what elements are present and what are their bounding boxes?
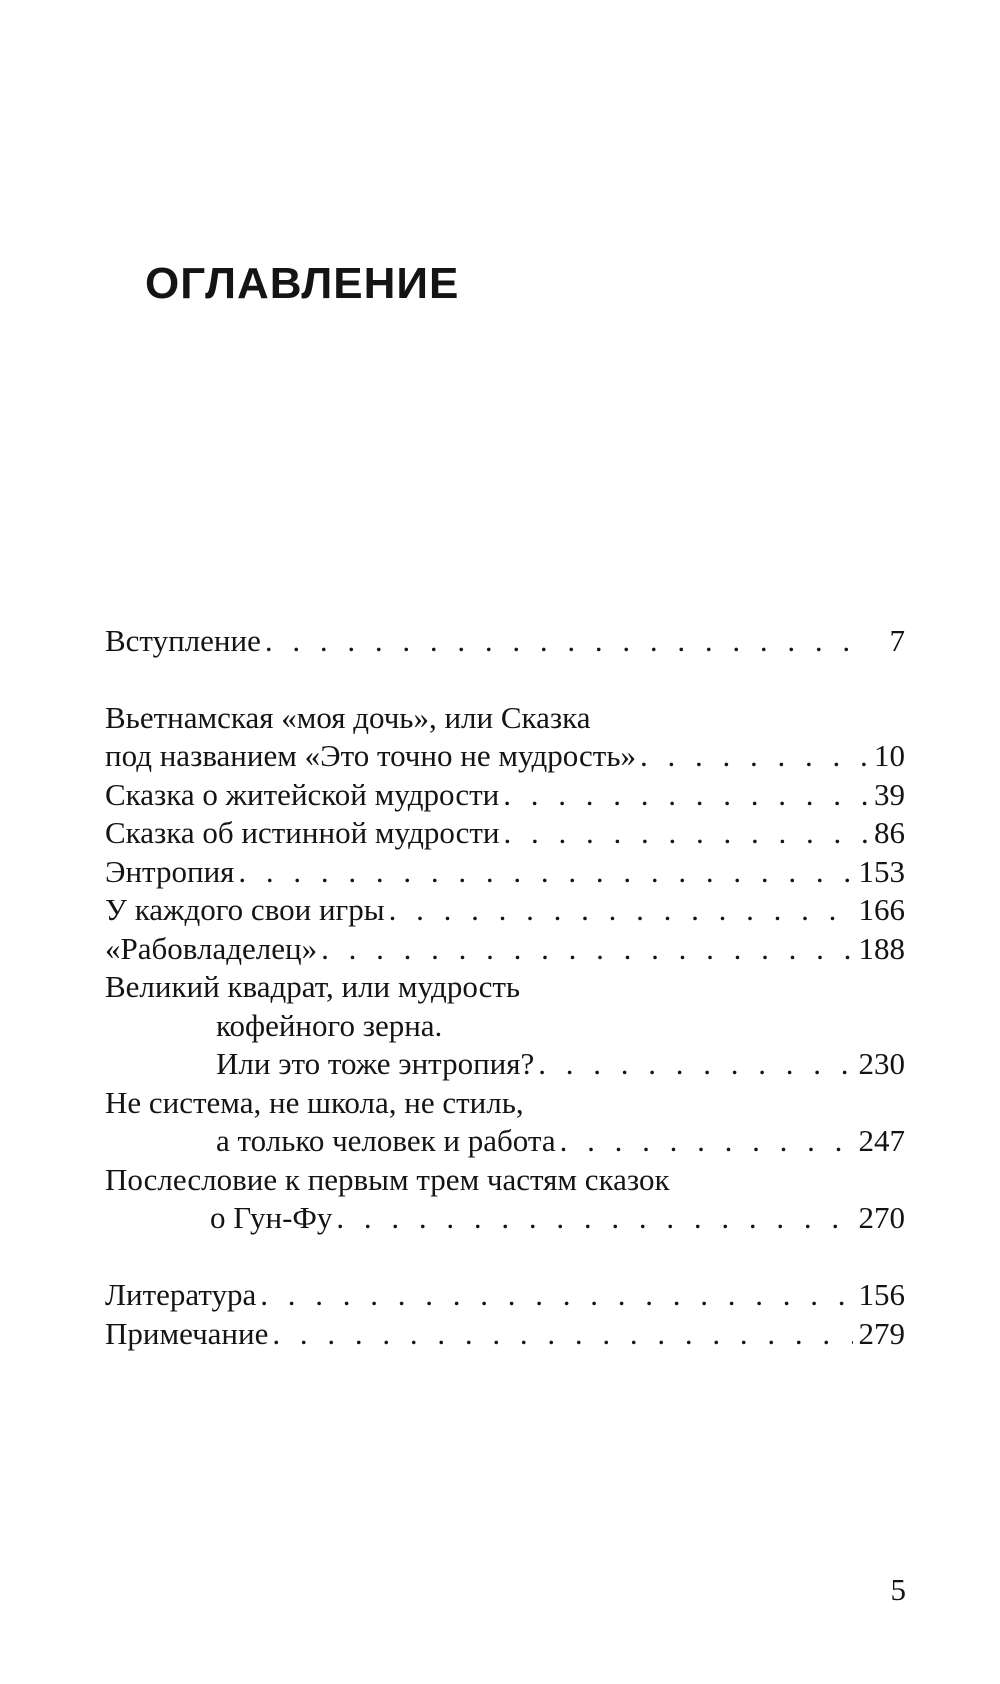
- leader-dots: [238, 851, 852, 893]
- toc-entry-title: Не система, не школа, не стиль,: [105, 1085, 524, 1120]
- toc-entry[interactable]: [105, 812, 905, 854]
- toc-entry-page: 7: [889, 623, 905, 658]
- leader-dots: [321, 928, 852, 970]
- leader-dots: [640, 735, 868, 777]
- toc-entry-page: 279: [858, 1316, 905, 1351]
- toc-entry[interactable]: [105, 620, 905, 662]
- toc-entry-page: 270: [858, 1200, 905, 1235]
- toc-entry[interactable]: [105, 1274, 905, 1316]
- toc-entry-title: Послесловие к первым трем частям сказок: [105, 1162, 670, 1197]
- toc-entry-page: 230: [858, 1046, 905, 1081]
- toc-entry[interactable]: [105, 774, 905, 816]
- toc-entry-title: Или это тоже энтропия?: [216, 1046, 535, 1081]
- leader-dots: [265, 620, 869, 662]
- toc-entry[interactable]: [105, 851, 905, 893]
- toc-entry-title-line[interactable]: [105, 966, 905, 1008]
- leader-dots: [504, 812, 868, 854]
- toc-entry[interactable]: [105, 735, 905, 777]
- toc-entry-title-line[interactable]: [105, 1082, 905, 1124]
- toc-entry[interactable]: [105, 928, 905, 970]
- toc-entry-title: Великий квадрат, или мудрость: [105, 969, 521, 1004]
- page-title: ОГЛАВЛЕНИЕ: [145, 259, 460, 308]
- toc-entry-page: 156: [858, 1277, 905, 1312]
- toc-entry-title: Сказка об истинной мудрости: [105, 815, 500, 850]
- toc-entry-page: 166: [858, 892, 905, 927]
- leader-dots: [560, 1120, 853, 1162]
- toc-entry-page: 39: [874, 777, 905, 812]
- toc-entry[interactable]: [210, 1197, 905, 1239]
- toc-entry-title-line[interactable]: [105, 697, 905, 739]
- toc-entry-title: «Рабовладелец»: [105, 931, 318, 966]
- toc-entry-title: Энтропия: [105, 854, 235, 889]
- page-number: 5: [890, 1572, 906, 1607]
- toc-entry-title: Вьетнамская «моя дочь», или Сказка: [105, 700, 591, 735]
- toc-entry-title: У каждого свои игры: [105, 892, 385, 927]
- toc-entry-title: Вступление: [105, 623, 261, 658]
- toc-entry[interactable]: [216, 1043, 905, 1085]
- toc-entry-title-line[interactable]: [216, 1005, 905, 1047]
- leader-dots: [336, 1197, 852, 1239]
- toc-entry-page: 10: [874, 738, 905, 773]
- toc-entry-title: Примечание: [105, 1316, 269, 1351]
- toc-entry-title: кофейного зерна.: [216, 1008, 443, 1043]
- toc-entry-title: а только человек и работа: [216, 1123, 556, 1158]
- toc-entry[interactable]: [105, 1313, 905, 1355]
- leader-dots: [503, 774, 868, 816]
- toc-entry-title: Сказка о житейской мудрости: [105, 777, 500, 812]
- leader-dots: [272, 1313, 852, 1355]
- toc-entry-title: Литература: [105, 1277, 257, 1312]
- toc-entry-title-line[interactable]: [105, 1159, 905, 1201]
- leader-dots: [389, 889, 853, 931]
- toc-entry-page: 247: [858, 1123, 905, 1158]
- leader-dots: [538, 1043, 852, 1085]
- toc-entry[interactable]: [105, 889, 905, 931]
- toc-entry-title: под названием «Это точно не мудрость»: [105, 738, 636, 773]
- toc-entry-page: 153: [858, 854, 905, 889]
- toc-entry-title: о Гун-Фу: [210, 1200, 333, 1235]
- toc-entry-page: 86: [874, 815, 905, 850]
- toc-entry-page: 188: [858, 931, 905, 966]
- toc-entry[interactable]: [216, 1120, 905, 1162]
- leader-dots: [260, 1274, 852, 1316]
